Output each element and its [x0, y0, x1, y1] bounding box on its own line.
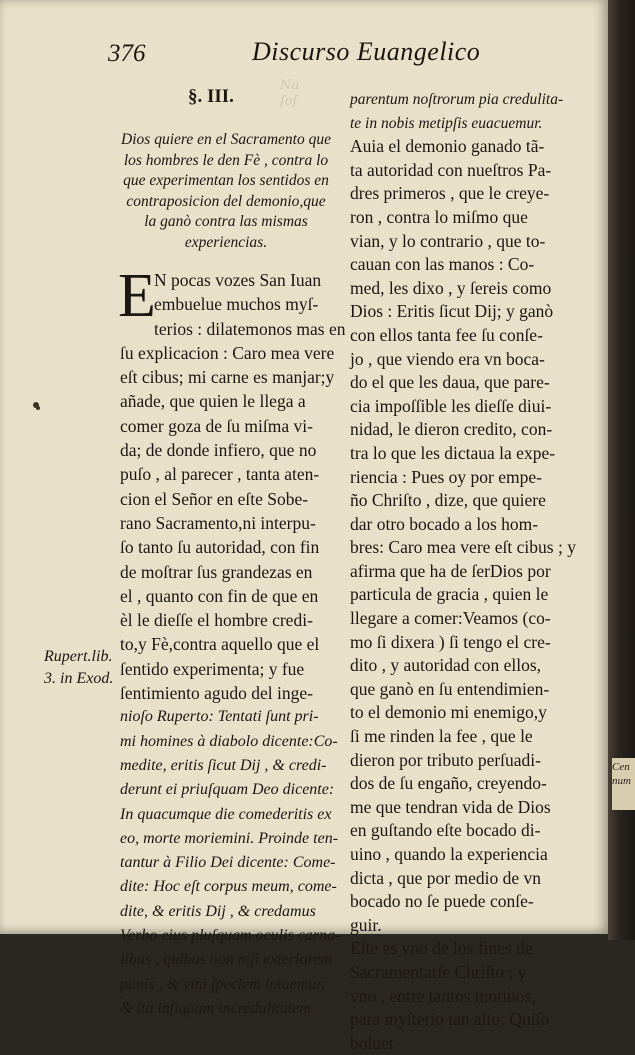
left-lines-item: terios : dilatemonos mas en: [154, 318, 346, 339]
margin-note-line-1: Rupert.lib.: [44, 648, 113, 665]
left-lines-item: èl le dieſſe el hombre credi-: [120, 610, 313, 631]
summary-line: los hombres le den Fè , contra lo: [123, 151, 329, 169]
bleed-line-1: Na: [280, 78, 300, 93]
right-lines-item: con ellos tanta fee ſu conſe-: [350, 324, 543, 345]
left-lines-item: ſu explicacion : Caro mea vere: [120, 342, 335, 363]
right-lines-item: Sacramentarſe Chriſto ; y: [350, 961, 527, 982]
margin-note: [44, 646, 113, 690]
right-lines-item: bres: Caro mea vere eſt cibus ; y: [350, 537, 576, 558]
left-lines-item: añade, que quien le llega a: [120, 391, 306, 412]
left-lines-item: puſo , al parecer , tanta aten-: [120, 464, 320, 485]
right-lines-item: te in nobis metipſis euacuemur.: [350, 114, 543, 132]
left-lines-item: ſentido experimenta; y fue: [120, 658, 305, 679]
right-column-text: [350, 88, 576, 1055]
left-lines-item: medite, eritis ſicut Dij , & credi-: [120, 756, 327, 774]
left-lines-item: to,y Fè,contra aquello que el: [120, 634, 320, 655]
left-lines-item: cion el Señor en eſte Sobe-: [120, 488, 309, 509]
right-lines-item: tra lo que les dictaua la expe-: [350, 442, 556, 463]
bleed-line-2: ſoſ: [280, 94, 298, 109]
left-lines-item: eſt cibus; mi carne es manjar;y: [120, 367, 335, 388]
right-lines-item: parentum noſtrorum pia credulita-: [350, 91, 564, 108]
right-lines-item: to el demonio mi enemigo,y: [350, 702, 547, 723]
summary-line: que experimentan los sentidos en: [123, 172, 329, 189]
facing-fragment-line-2: num: [612, 775, 631, 787]
summary-line: experiencias.: [184, 233, 268, 251]
page-number: 376: [108, 40, 146, 67]
right-lines-item: jo , que viendo era vn boca-: [350, 348, 545, 369]
right-lines-item: llegare a comer:Veamos (co-: [350, 608, 551, 629]
right-lines-item: nidad, le dieron credito, con-: [350, 419, 553, 440]
left-lines-item: In quacumque die comederitis ex: [120, 805, 332, 823]
right-lines-item: mo ſi dixera ) ſi tengo el cre-: [350, 631, 551, 652]
ink-blot: [33, 402, 39, 408]
right-lines-item: dito , y autoridad con ellos,: [350, 655, 542, 676]
section-summary: [116, 130, 336, 253]
left-lines-item: de moſtrar ſus grandezas en: [120, 561, 313, 582]
left-lines-item: ſo tanto ſu autoridad, con fin: [120, 537, 320, 558]
left-lines-item: derunt ei priuſquam Deo dicente:: [120, 781, 335, 799]
right-lines-item: cauan con las manos : Co-: [350, 254, 535, 275]
left-lines-item: panis , & vini ſpeciem intuemur,: [120, 975, 325, 993]
right-lines-item: particula de gracia , quien le: [350, 584, 549, 605]
summary-line: la ganò contra las mismas: [144, 213, 308, 230]
right-lines-item: afirma que ha de ſerDios por: [350, 560, 551, 581]
left-lines-item: Verbo eius pluſquam oculis carna-: [120, 927, 341, 945]
left-lines-item: el , quanto con fin de que en: [120, 585, 319, 606]
right-lines-item: ño Chriſto , dize, que quiere: [350, 490, 546, 511]
right-lines-item: me que tendran vida de Dios: [350, 796, 551, 817]
right-lines-item: dieron por tributo perſuadi-: [350, 749, 541, 770]
summary-line: contraposicion del demonio,que: [126, 192, 326, 210]
right-lines-item: ron , contra lo miſmo que: [350, 206, 528, 227]
left-lines-item: ſentimiento agudo del inge-: [120, 683, 313, 704]
right-lines-item: Auia el demonio ganado tã-: [350, 136, 545, 157]
right-lines-item: ta autoridad con nueſtros Pa-: [350, 159, 552, 180]
right-lines-item: dres primeros , que le creye-: [350, 183, 550, 204]
summary-line: Dios quiere en el Sacramento que: [121, 131, 331, 148]
right-lines-item: guir.: [350, 914, 382, 935]
left-lines-item: dite, & eritis Dij , & credamus: [120, 902, 316, 920]
right-lines-item: dar otro bocado a los hom-: [350, 513, 539, 534]
facing-page-fragment: [612, 758, 635, 810]
right-lines-item: ſi me rinden la fee , que le: [350, 726, 533, 747]
facing-fragment-line-1: Cen: [612, 761, 630, 773]
left-lines-item: dite: Hoc eſt corpus meum, come-: [120, 878, 337, 896]
right-lines-item: vno , entre tantos motiuos,: [350, 985, 536, 1006]
right-lines-item: Eſte es vno de los fines de: [350, 938, 533, 959]
running-title: Discurso Euangelico: [252, 37, 481, 66]
left-lines-item: N pocas vozes San Iuan: [154, 270, 322, 290]
left-lines-item: embuelue muchos myſ-: [154, 294, 319, 315]
left-column-text: [120, 268, 346, 1021]
left-lines-item: eo, morte moriemini. Proinde ten-: [120, 829, 339, 847]
right-lines-item: boluer: [350, 1032, 395, 1053]
left-lines-item: da; de donde infiero, que no: [120, 440, 317, 461]
right-lines-item: uino , quando la experiencia: [350, 844, 548, 864]
right-lines-item: med, les dixo , y ſereis como: [350, 277, 552, 298]
left-lines-item: & ita inſiquam incredulitatem: [120, 999, 311, 1017]
right-lines-item: dos de ſu engaño, creyendo-: [350, 773, 547, 794]
right-lines-item: cia impoſſible les dieſſe diui-: [350, 395, 552, 416]
margin-note-line-2: 3. in Exod.: [44, 670, 114, 687]
right-lines-item: para myſterio tan alto: Quiſo: [350, 1009, 550, 1030]
drop-cap-initial: E: [118, 262, 156, 330]
left-lines-item: comer goza de ſu miſma vi-: [120, 415, 313, 436]
right-lines-item: dicta , que por medio de vn: [350, 867, 541, 888]
left-lines-item: mi homines à diabolo dicente:Co-: [120, 732, 338, 750]
left-lines-item: rano Sacramento,ni interpu-: [120, 512, 316, 533]
right-lines-item: que ganò en ſu entendimien-: [350, 678, 550, 699]
section-heading: §. III.: [188, 86, 234, 107]
right-lines-item: vian, y lo contrario , que to-: [350, 230, 546, 251]
right-lines-item: en guſtando eſte bocado di-: [350, 820, 541, 841]
right-lines-item: bocado no ſe puede conſe-: [350, 891, 534, 912]
left-lines-item: libus , quibus non niſi exteriorem: [120, 951, 332, 969]
left-lines-item: nioſo Ruperto: Tentati ſunt pri-: [120, 708, 319, 726]
right-lines-item: do el que les daua, que pare-: [350, 372, 550, 393]
right-lines-item: riencia : Pues oy por empe-: [350, 466, 542, 487]
right-lines-item: Dios : Eritis ſicut Dij; y ganò: [350, 301, 554, 322]
bleed-through-text: [280, 78, 350, 118]
left-lines-item: tantur à Filio Dei dicente: Come-: [120, 854, 336, 872]
